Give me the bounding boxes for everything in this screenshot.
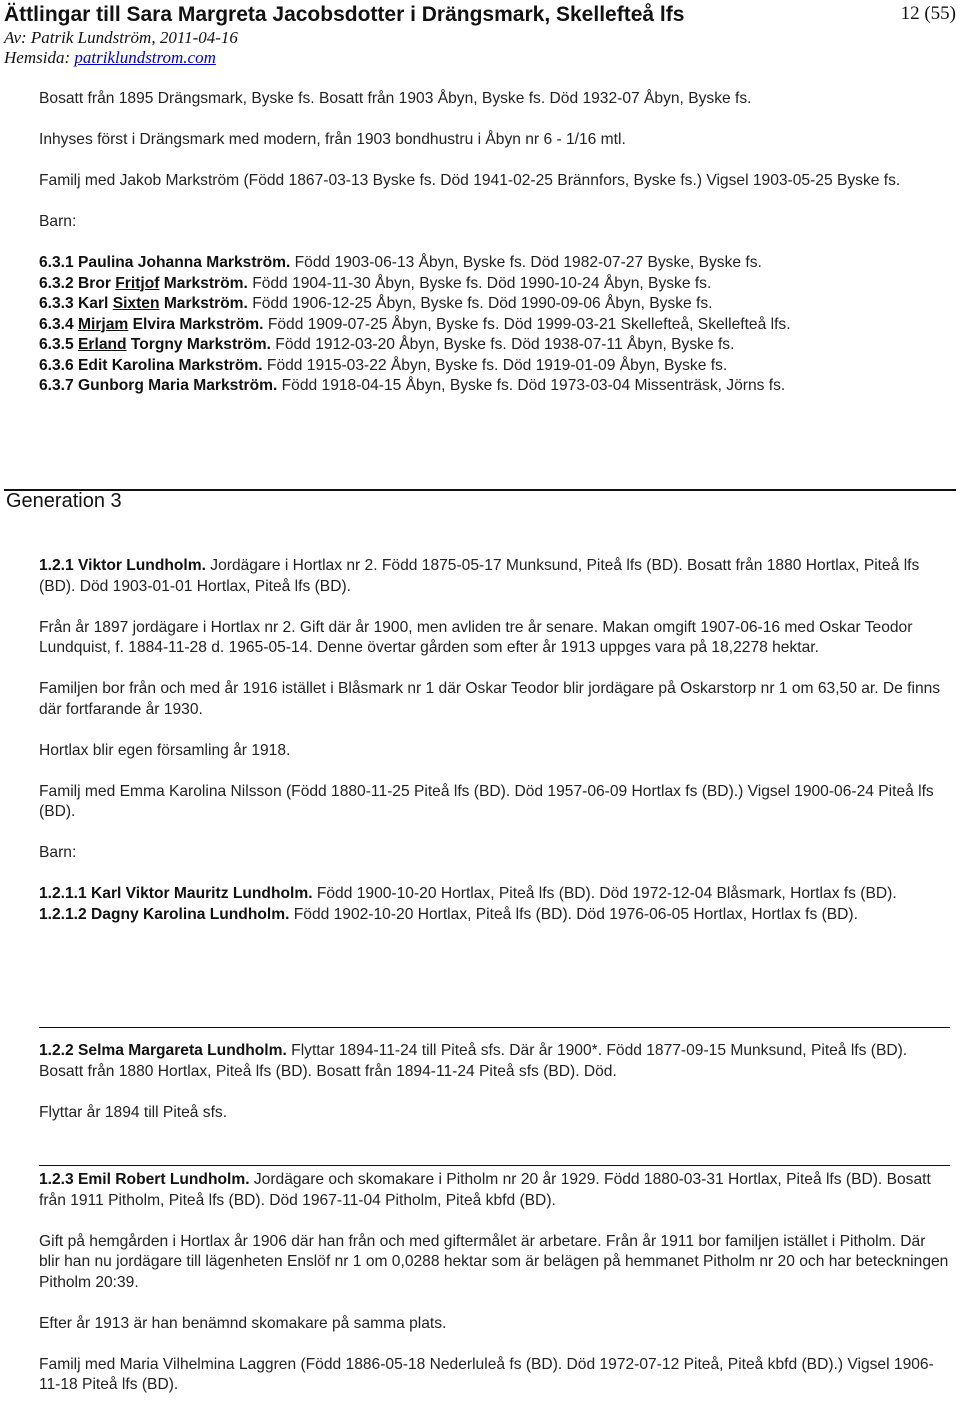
selma-intro: 1.2.2 Selma Margareta Lundholm. Flyttar 1894-11-24 till Piteå sfs. Där år 1900*. Född 1877-09-15 Munksund, Piteå lfs (BD). Bosatt från 1880 Hortlax, Piteå lfs (BD). Bosatt från 1894-11-24 Piteå sfs (BD). Död. [39,1042,908,1080]
child-entry: 6.3.2 Bror Fritjof Markström. Född 1904-11-30 Åbyn, Byske fs. Död 1990-10-24 Åbyn, Byske fs. [39,274,712,292]
section-separator [39,1165,950,1166]
lodger-paragraph: Inhyses först i Drängsmark med modern, från 1903 bondhustru i Åbyn nr 6 - 1/16 mtl. [39,131,626,148]
child-entry: 6.3.1 Paulina Johanna Markström. Född 1903-06-13 Åbyn, Byske fs. Död 1982-07-27 Byske, Byske fs. [39,254,762,271]
child-name: 6.3.5 Erland Torgny Markström. [39,336,271,353]
viktor-paragraph-3: Familjen bor från och med år 1916 istället i Blåsmark nr 1 där Oskar Teodor blir jordägare på Oskarstorp nr 1 om 63,50 ar. De finns där fortfarande år 1930. [39,680,941,718]
viktor-intro: 1.2.1 Viktor Lundholm. Jordägare i Hortlax nr 2. Född 1875-05-17 Munksund, Piteå lfs (BD). Bosatt från 1880 Hortlax, Piteå lfs (BD). Död 1903-01-01 Hortlax, Piteå lfs (BD). [39,557,920,595]
child-name: 6.3.6 Edit Karolina Markström. [39,356,263,374]
author-line: Av: Patrik Lundström, 2011-04-16 [4,28,238,47]
document-title: Ättlingar till Sara Margreta Jacobsdotter i Drängsmark, Skellefteå lfs [4,3,685,26]
page-number: 12 (55) [900,3,956,24]
viktor-children-label: Barn: [39,844,77,861]
emil-paragraph-4: Familj med Maria Vilhelmina Laggren (Född 1886-05-18 Nederluleå fs (BD). Död 1972-07-12 Piteå, Piteå kbfd (BD).) Vigsel 1906-11-18 Piteå lfs (BD). [39,1355,934,1393]
child-entry: 6.3.3 Karl Sixten Markström. Född 1906-12-25 Åbyn, Byske fs. Död 1990-09-06 Åbyn, Byske fs. [39,295,713,312]
homepage-line [4,48,956,68]
homepage-label: Hemsida: [4,48,75,67]
residence-paragraph: Bosatt från 1895 Drängsmark, Byske fs. Bosatt från 1903 Åbyn, Byske fs. Död 1932-07 Åbyn, Byske fs. [39,90,752,107]
child-name: 6.3.4 Mirjam Elvira Markström. [39,315,264,333]
selma-paragraph-2: Flyttar år 1894 till Piteå sfs. [39,1103,228,1121]
section-separator [39,1027,950,1028]
child-name: 6.3.7 Gunborg Maria Markström. [39,377,278,394]
generation-rule [4,489,956,491]
viktor-child-1: 1.2.1.1 Karl Viktor Mauritz Lundholm. Född 1900-10-20 Hortlax, Piteå lfs (BD). Död 1972-12-04 Blåsmark, Hortlax fs (BD). [39,885,897,902]
viktor-paragraph-4: Hortlax blir egen församling år 1918. [39,741,291,759]
selma-name: 1.2.2 Selma Margareta Lundholm. [39,1042,287,1059]
selma-section [39,1041,949,1123]
top-section [39,89,949,397]
children-label: Barn: [39,213,77,230]
children-list [39,253,949,397]
page-header [4,0,956,68]
viktor-paragraph-2: Från år 1897 jordägare i Hortlax nr 2. Gift där år 1900, men avliden tre år senare. Makan omgift 1907-06-16 med Oskar Teodor Lundquist, f. 1884-11-28 d. 1965-05-14. Denne övertar gården som efter år 1913 uppges vara på 18,2278 hektar. [39,618,913,656]
viktor-child-2: 1.2.1.2 Dagny Karolina Lundholm. Född 1902-10-20 Hortlax, Piteå lfs (BD). Död 1976-06-05 Hortlax, Hortlax fs (BD). [39,905,858,923]
child-name: 6.3.3 Karl Sixten Markström. [39,295,248,312]
emil-intro: 1.2.3 Emil Robert Lundholm. Jordägare och skomakare i Pitholm nr 20 år 1929. Född 1880-03-31 Hortlax, Piteå lfs (BD). Bosatt från 1911 Pitholm, Piteå lfs (BD). Död 1967-11-04 Pitholm, Piteå kbfd (BD). [39,1171,931,1209]
generation-heading: Generation 3 [6,490,122,512]
child-entry: 6.3.6 Edit Karolina Markström. Född 1915-03-22 Åbyn, Byske fs. Död 1919-01-09 Åbyn, Byske fs. [39,356,728,374]
viktor-name: 1.2.1 Viktor Lundholm. [39,557,206,574]
homepage-link[interactable]: patriklundstrom.com [74,48,216,67]
family-paragraph: Familj med Jakob Markström (Född 1867-03-13 Byske fs. Död 1941-02-25 Brännfors, Byske fs.) Vigsel 1903-05-25 Byske fs. [39,172,901,189]
child-entry: 6.3.7 Gunborg Maria Markström. Född 1918-04-15 Åbyn, Byske fs. Död 1973-03-04 Missenträsk, Jörns fs. [39,377,786,394]
viktor-section [39,556,949,925]
viktor-paragraph-5: Familj med Emma Karolina Nilsson (Född 1880-11-25 Piteå lfs (BD). Död 1957-06-09 Hortlax fs (BD).) Vigsel 1900-06-24 Piteå lfs (BD). [39,782,934,820]
child-entry: 6.3.5 Erland Torgny Markström. Född 1912-03-20 Åbyn, Byske fs. Död 1938-07-11 Åbyn, Byske fs. [39,336,735,353]
child-entry: 6.3.4 Mirjam Elvira Markström. Född 1909-07-25 Åbyn, Byske fs. Död 1999-03-21 Skellefteå, Skellefteå lfs. [39,315,791,333]
child-name: 6.3.1 Paulina Johanna Markström. [39,254,291,271]
child-name: 6.3.2 Bror Fritjof Markström. [39,274,248,292]
emil-section [39,1170,949,1396]
emil-name: 1.2.3 Emil Robert Lundholm. [39,1171,250,1188]
emil-paragraph-2: Gift på hemgården i Hortlax år 1906 där han från och med giftermålet är arbetare. Från år 1911 bor familjen istället i Pitholm. Där blir han nu jordägare till lägenheten Enslöf nr 1 om 0,0288 hektar som är belägen på hemmanet Pitholm nr 20 och har beteckningen Pitholm 20:39. [39,1232,949,1291]
emil-paragraph-3: Efter år 1913 är han benämnd skomakare på samma plats. [39,1314,447,1332]
